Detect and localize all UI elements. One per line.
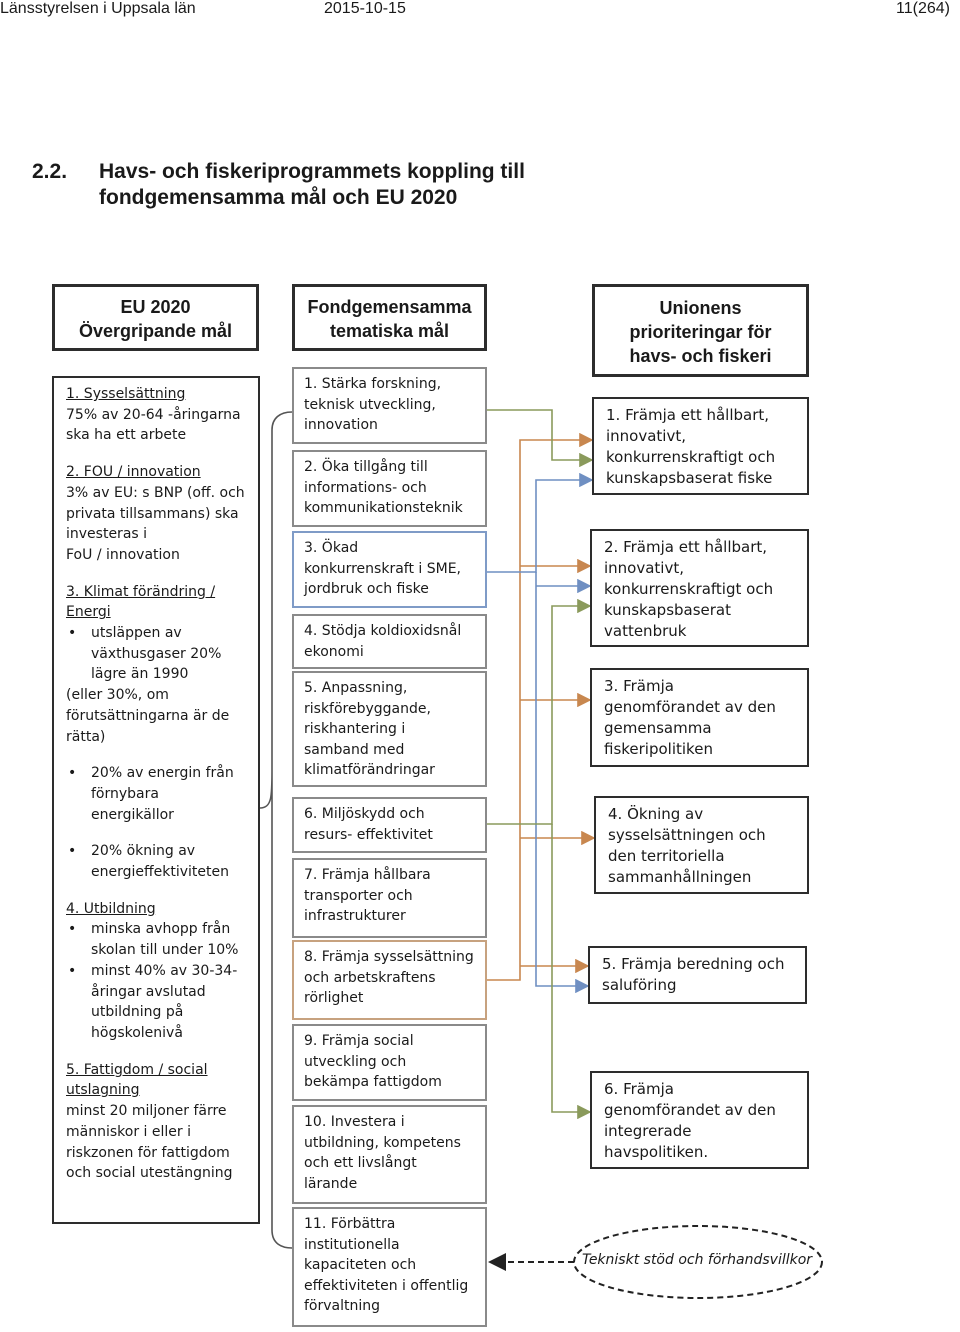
- union-priority-line: konkurrenskraftigt och: [606, 448, 776, 466]
- eu2020-goal-line: 5. Fattigdom / social: [66, 1061, 208, 1078]
- fond-goal-line: kommunikationsteknik: [304, 500, 463, 516]
- section-number: 2.2.: [32, 160, 68, 183]
- eu2020-goal-line: Energi: [66, 604, 111, 621]
- union-priority-line: sammanhållningen: [608, 868, 752, 886]
- eu2020-goal-line: • 20% ökning av: [66, 841, 246, 862]
- fond-goal-line: informations- och: [304, 479, 427, 496]
- arrows-green: [487, 410, 592, 1112]
- fond-goal-line: transporter och: [304, 887, 413, 904]
- eu2020-goal-line: FoU / innovation: [66, 546, 180, 563]
- eu2020-goal-line: förutsättningarna är de: [66, 707, 230, 724]
- arrows-orange: [487, 440, 594, 980]
- union-priority-line: 3. Främja: [604, 677, 674, 695]
- fond-goal-line: infrastrukturer: [304, 908, 406, 924]
- eu2020-goal-line: (eller 30%, om: [66, 687, 169, 704]
- fond-goal-line: 8. Främja sysselsättning: [304, 949, 474, 965]
- eu2020-goal-line: utbildning på: [91, 1004, 184, 1021]
- fond-goal-8: [292, 940, 487, 1020]
- eu2020-goal-line: • minska avhopp från: [66, 919, 246, 940]
- fond-goal-line: 6. Miljöskydd och: [304, 806, 425, 822]
- fond-heading: [292, 284, 487, 351]
- eu2020-goal-line: 1. Sysselsättning: [66, 386, 186, 402]
- union-priority-line: innovativt,: [604, 559, 685, 577]
- fond-goal-line: jordbruk och fiske: [304, 581, 429, 597]
- eu2020-goal-line: privata tillsammans) ska: [66, 505, 239, 522]
- eu2020-goal-line: • minst 40% av 30-34-: [66, 961, 246, 982]
- fond-goal-10: [292, 1105, 487, 1204]
- section-title-line1: Havs- och fiskeriprogrammets koppling till: [99, 160, 525, 183]
- union-priority-line: 4. Ökning av: [608, 805, 704, 823]
- union-priority-line: 1. Främja ett hållbart,: [606, 406, 770, 424]
- fond-goal-7: [292, 858, 487, 938]
- document-organization: Länsstyrelsen i Uppsala län: [0, 0, 196, 17]
- eu2020-goal-line: och social utestängning: [66, 1165, 233, 1182]
- union-priority-5: [588, 946, 807, 1004]
- eu2020-goal-line: högskolenivå: [91, 1024, 183, 1041]
- fond-goal-line: klimatförändringar: [304, 762, 435, 778]
- fond-goal-3: [292, 531, 487, 608]
- fond-goal-line: 5. Anpassning,: [304, 680, 408, 696]
- fond-goal-line: och ett livslångt: [304, 1155, 417, 1171]
- eu2020-goal-line: skolan till under 10%: [91, 942, 239, 959]
- fond-goal-11: [292, 1207, 487, 1327]
- eu2020-heading-line: EU 2020: [120, 297, 191, 317]
- eu2020-goal-line: • 20% av energin från: [66, 763, 246, 784]
- union-heading: [592, 284, 809, 377]
- union-priority-line: kunskapsbaserat: [604, 601, 732, 619]
- union-priority-6: [590, 1071, 809, 1169]
- union-priority-line: saluföring: [602, 976, 677, 994]
- union-priority-line: gemensamma: [604, 719, 712, 737]
- fond-goal-line: kapaciteten och: [304, 1257, 417, 1273]
- eu2020-goal-line: 75% av 20-64 -åringarna: [66, 406, 241, 423]
- union-priority-line: konkurrenskraftigt och: [604, 580, 774, 598]
- eu2020-goal-line: utslagning: [66, 1082, 140, 1099]
- fond-goal-line: konkurrenskraft i SME,: [304, 560, 462, 577]
- union-priority-line: innovativt,: [606, 427, 687, 445]
- fond-goal-line: bekämpa fattigdom: [304, 1074, 442, 1090]
- fond-goal-line: 10. Investera i: [304, 1114, 405, 1130]
- eu2020-heading: [52, 284, 259, 351]
- eu2020-goal-line: energieffektiviteten: [91, 864, 229, 881]
- spacer: [66, 446, 246, 462]
- eu2020-heading-line: Övergripande mål: [78, 321, 233, 341]
- fond-goal-4: [292, 614, 487, 669]
- eu2020-goal-line: minst 20 miljoner färre: [66, 1103, 227, 1120]
- fond-goal-line: förvaltning: [304, 1298, 381, 1314]
- union-priority-1: [592, 397, 809, 495]
- fond-goal-line: lärande: [304, 1175, 358, 1192]
- fond-goal-line: effektiviteten i offentlig: [304, 1277, 469, 1294]
- fond-goal-line: resurs- effektivitet: [304, 826, 433, 843]
- section-title-line2: fondgemensamma mål och EU 2020: [99, 186, 458, 209]
- fond-goal-6: [292, 797, 487, 853]
- union-priority-line: 6. Främja: [604, 1080, 674, 1098]
- eu2020-goal-line: åringar avslutad: [91, 983, 206, 1000]
- fond-goal-line: 7. Främja hållbara: [304, 867, 431, 883]
- fond-goal-line: rörlighet: [304, 990, 364, 1006]
- union-priority-line: sysselsättningen och: [608, 826, 766, 844]
- eu2020-goal-line: investeras i: [66, 526, 148, 543]
- fond-goal-line: 3. Ökad: [304, 540, 359, 556]
- union-priority-line: 5. Främja beredning och: [602, 955, 785, 973]
- eu2020-goal-line: 3. Klimat förändring /: [66, 583, 216, 600]
- union-priority-4: [594, 796, 809, 894]
- eu2020-goal-line: lägre än 1990: [91, 666, 189, 683]
- union-heading-line: havs- och fiskeri: [629, 346, 772, 366]
- union-priority-line: fiskeripolitiken: [604, 740, 713, 758]
- eu2020-goal-line: människor i eller i: [66, 1123, 191, 1140]
- fond-goal-line: 11. Förbättra: [304, 1216, 396, 1232]
- union-priority-line: genomförandet av den: [604, 1101, 776, 1119]
- fond-goal-line: ekonomi: [304, 643, 364, 660]
- fond-goal-line: utveckling och: [304, 1053, 407, 1070]
- fond-goal-line: teknisk utveckling,: [304, 396, 436, 413]
- fond-goal-line: 2. Öka tillgång till: [304, 459, 428, 475]
- union-priority-2: [590, 529, 809, 647]
- union-heading-line: prioriteringar för: [629, 322, 772, 342]
- fond-goal-9: [292, 1024, 487, 1101]
- fond-goal-line: utbildning, kompetens: [304, 1134, 461, 1151]
- eu2020-goal-line: 2. FOU / innovation: [66, 464, 201, 481]
- eu2020-goal-line: riskzonen för fattigdom: [66, 1144, 230, 1161]
- fond-goal-1: [292, 367, 487, 444]
- union-priority-line: kunskapsbaserat fiske: [606, 469, 773, 487]
- arrows-blue: [487, 480, 592, 986]
- union-priority-line: vattenbruk: [604, 622, 687, 640]
- eu2020-goal-line: • utsläppen av: [66, 623, 246, 644]
- fond-goal-line: innovation: [304, 417, 378, 433]
- document-page-number: 11(264): [896, 0, 950, 17]
- fond-goal-line: riskhantering i: [304, 721, 406, 737]
- fond-goal-line: riskförebyggande,: [304, 700, 431, 717]
- union-heading-line: Unionens: [659, 298, 742, 318]
- fond-goal-line: samband med: [304, 741, 405, 758]
- union-priority-line: genomförandet av den: [604, 698, 776, 716]
- spacer: [66, 825, 246, 841]
- fond-goal-line: institutionella: [304, 1236, 400, 1253]
- spacer: [66, 566, 246, 582]
- fond-goal-line: 1. Stärka forskning,: [304, 376, 442, 392]
- fond-goal-line: 9. Främja social: [304, 1033, 414, 1049]
- eu2020-goal-line: växthusgaser 20%: [91, 645, 222, 662]
- union-priority-3: [590, 668, 809, 767]
- document-date: 2015-10-15: [324, 0, 406, 17]
- technical-support-label: Tekniskt stöd och förhandsvillkor: [582, 1252, 813, 1268]
- union-priority-line: havspolitiken.: [604, 1143, 709, 1161]
- eu2020-goal-line: energikällor: [91, 806, 174, 823]
- union-priority-line: integrerade: [604, 1122, 692, 1140]
- fond-goal-line: 4. Stödja koldioxidsnål: [304, 623, 462, 639]
- fond-goal-line: och arbetskraftens: [304, 969, 436, 986]
- eu2020-goal-line: rätta): [66, 728, 106, 745]
- union-priority-line: 2. Främja ett hållbart,: [604, 538, 768, 556]
- eu2020-bracket: [260, 412, 292, 1248]
- fond-goal-2: [292, 450, 487, 527]
- spacer: [66, 1044, 246, 1060]
- spacer: [66, 883, 246, 899]
- union-priority-line: den territoriella: [608, 847, 725, 865]
- eu2020-goal-line: 3% av EU: s BNP (off. och: [66, 484, 245, 501]
- eu2020-goal-line: 4. Utbildning: [66, 900, 156, 917]
- eu2020-goals-box: [52, 376, 260, 1224]
- fond-goal-5: [292, 671, 487, 787]
- fond-heading-line: tematiska mål: [329, 321, 450, 341]
- eu2020-goal-line: förnybara: [91, 785, 159, 802]
- eu2020-goal-line: ska ha ett arbete: [66, 427, 187, 444]
- fond-heading-line: Fondgemensamma: [307, 297, 472, 317]
- spacer: [66, 747, 246, 763]
